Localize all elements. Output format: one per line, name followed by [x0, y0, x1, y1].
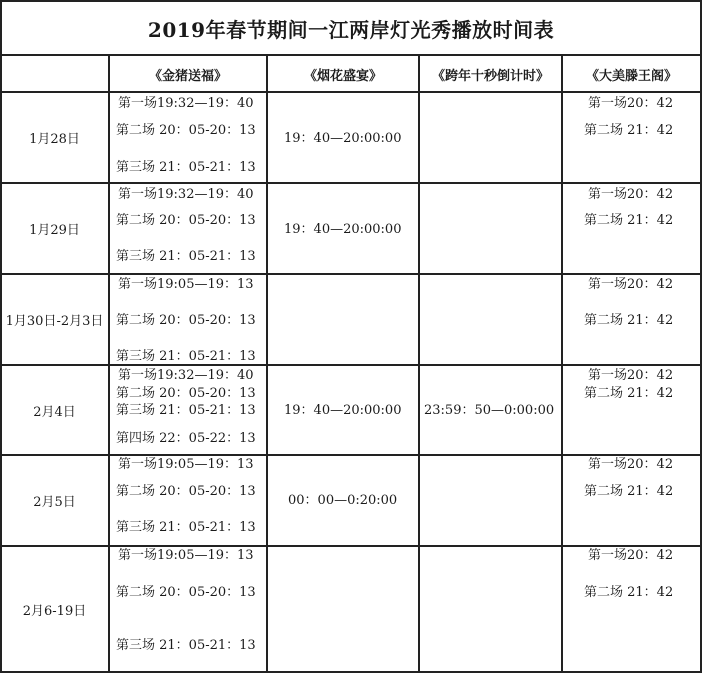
yanhua-time: 00：00—0:20:00 — [288, 493, 398, 508]
tengwang-show: 第二场 21：42 — [584, 585, 674, 600]
col-rule-3 — [418, 55, 420, 672]
jinzhu-show: 第二场 20：05-20：13 — [116, 313, 256, 328]
col-rule-4 — [561, 55, 563, 672]
jinzhu-show: 第一场19:32—19：40 — [118, 187, 254, 202]
table-title: 2019年春节期间一江两岸灯光秀播放时间表 — [147, 17, 555, 42]
tengwang-show: 第一场20：42 — [588, 96, 674, 111]
jinzhu-show: 第一场19:05—19：13 — [118, 277, 254, 292]
yanhua-time: 19：40—20:00:00 — [284, 222, 402, 237]
yanhua-time: 19：40—20:00:00 — [284, 131, 402, 146]
tengwang-show: 第一场20：42 — [588, 368, 674, 383]
jinzhu-show: 第一场19:32—19：40 — [118, 96, 254, 111]
jinzhu-show: 第三场 21：05-21：13 — [116, 160, 256, 175]
tengwang-show: 第一场20：42 — [588, 187, 674, 202]
date-cell: 2月4日 — [33, 404, 76, 420]
jinzhu-show: 第三场 21：05-21：13 — [116, 520, 256, 535]
tengwang-show: 第二场 21：42 — [584, 123, 674, 138]
tengwang-show: 第一场20：42 — [588, 548, 674, 563]
jinzhu-show: 第一场19:05—19：13 — [118, 457, 254, 472]
border-bottom — [0, 671, 702, 673]
jinzhu-show: 第三场 21：05-21：13 — [116, 349, 256, 364]
kuanian-time: 23:59：50—0:00:00 — [424, 403, 555, 418]
date-cell: 2月6-19日 — [22, 603, 87, 619]
tengwang-show: 第一场20：42 — [588, 457, 674, 472]
jinzhu-show: 第二场 20：05-20：13 — [116, 123, 256, 138]
header-jinzhu: 《金猪送福》 — [148, 68, 227, 84]
jinzhu-show: 第三场 21：05-21：13 — [116, 249, 256, 264]
yanhua-time: 19：40—20:00:00 — [284, 403, 402, 418]
tengwang-show: 第二场 21：42 — [584, 484, 674, 499]
jinzhu-show: 第二场 20：05-20：13 — [116, 213, 256, 228]
tengwang-show: 第二场 21：42 — [584, 313, 674, 328]
header-tengwang: 《大美滕王阁》 — [585, 68, 677, 84]
jinzhu-show: 第一场19:32—19：40 — [118, 368, 254, 383]
jinzhu-show: 第二场 20：05-20：13 — [116, 386, 256, 401]
col-rule-1 — [108, 55, 110, 672]
tengwang-show: 第二场 21：42 — [584, 213, 674, 228]
jinzhu-show: 第一场19:05—19：13 — [118, 548, 254, 563]
header-yanhua: 《烟花盛宴》 — [303, 68, 382, 84]
date-cell: 1月30日-2月3日 — [5, 314, 104, 329]
tengwang-show: 第一场20：42 — [588, 277, 674, 292]
date-cell: 1月29日 — [29, 223, 80, 238]
header-kuanian: 《跨年十秒倒计时》 — [431, 68, 549, 84]
jinzhu-show: 第三场 21：05-21：13 — [116, 638, 256, 653]
tengwang-show: 第二场 21：42 — [584, 386, 674, 401]
col-rule-2 — [266, 55, 268, 672]
jinzhu-show: 第三场 21：05-21：13 — [116, 403, 256, 418]
jinzhu-show: 第四场 22：05-22：13 — [116, 431, 256, 446]
jinzhu-show: 第二场 20：05-20：13 — [116, 484, 256, 499]
border-right — [700, 0, 702, 673]
date-cell: 1月28日 — [29, 132, 80, 147]
jinzhu-show: 第二场 20：05-20：13 — [116, 585, 256, 600]
date-cell: 2月5日 — [33, 495, 76, 510]
